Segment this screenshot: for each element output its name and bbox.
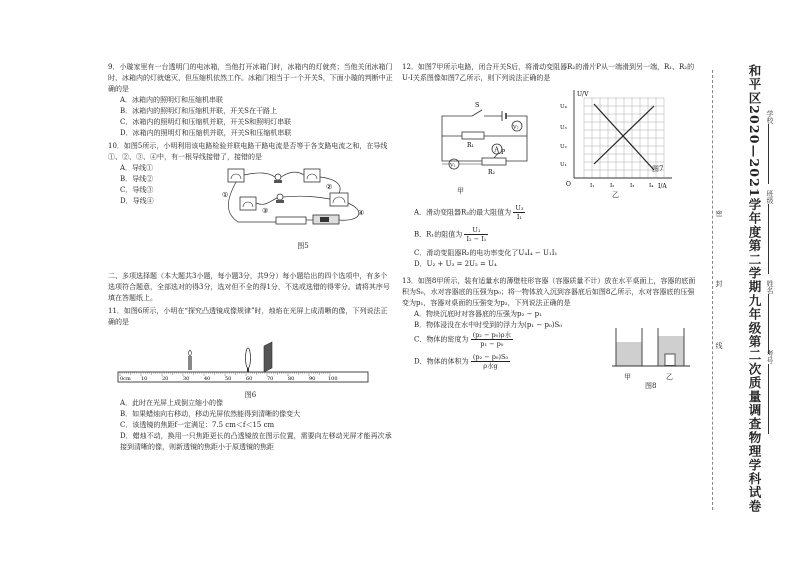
figure-6-optical-bench [108, 330, 393, 399]
bulb-1 [275, 174, 281, 180]
q12-b-fraction [464, 226, 488, 243]
q10-option-b: B．导线② [120, 175, 154, 183]
wire-4 [283, 196, 330, 199]
ruler-label-100: 100 [328, 376, 338, 382]
containers-illustration [612, 322, 692, 374]
field-name-label: 姓名 [766, 280, 774, 294]
question-9 [108, 62, 393, 139]
ammeter-top-left [228, 169, 244, 182]
label-v1: V₁ [450, 162, 456, 169]
q9-option-c: C．冰箱内的照明灯和压缩机并联，开关S和照明灯串联 [120, 118, 292, 126]
figure-5-circuit [218, 167, 388, 249]
graph-ylabel: U/V [577, 91, 589, 98]
q13-option-c [402, 331, 607, 353]
circuit-schematic [402, 86, 552, 191]
q13-d-num: (p₂ − p₀)S₀ [472, 353, 509, 361]
q13-option-d [402, 353, 607, 375]
figure-8-containers [612, 322, 692, 388]
question-11 [108, 306, 393, 453]
q12-option-a [402, 204, 697, 226]
wire-top [244, 173, 275, 177]
ytick-u4: U₄ [560, 104, 567, 110]
wire-bottom [442, 136, 527, 161]
q9-option-a: A．冰箱内的照明灯和压缩机串联 [120, 96, 224, 104]
object-block [665, 354, 675, 366]
ruler-label-70: 70 [267, 376, 274, 382]
question-10 [108, 141, 393, 251]
wire-label-4: ④ [358, 209, 365, 217]
switch-base [276, 217, 306, 224]
q12-a-den: I₁ [516, 213, 523, 221]
graph-origin: O [566, 181, 571, 188]
q9-option-b: B．冰箱内的照明灯和压缩机并联，开关S在干路上 [120, 107, 277, 115]
figure-7-sub-a: 甲 [457, 187, 464, 195]
ruler-label-60: 60 [246, 376, 253, 382]
xtick-i3: I₃ [630, 183, 635, 189]
lens-stand [247, 368, 249, 372]
q10-option-a: A．导线① [120, 164, 154, 172]
ruler-zero: 0cm [120, 376, 131, 382]
ammeter-bottom-left [240, 197, 256, 210]
q10-option-c: C．导线③ [120, 186, 154, 194]
label-r2: R₂ [488, 169, 495, 176]
q12-option-d: D．U₂ + U₃ = 2U₂ = U₄ [414, 260, 497, 268]
bulb-1-base [274, 180, 282, 183]
bulb-2-base [276, 200, 284, 203]
figure-7-sub-b: 乙 [612, 191, 619, 199]
xtick-i1: I₁ [590, 183, 595, 189]
q13-c-prefix: C．物体的密度为 [414, 335, 469, 344]
q12-option-c: C．滑动变阻器R₂的电功率变化了U₄I₄ − U₁I₁ [414, 249, 558, 257]
rheostat-r2 [482, 158, 506, 165]
q13-d-den: ρ水g [483, 362, 498, 370]
ytick-u3: U₃ [560, 125, 567, 131]
q13-c-den: p₁ − p₀ [480, 340, 504, 348]
light-screen [264, 342, 272, 372]
battery-cell [320, 217, 329, 222]
field-name-line[interactable] [768, 294, 769, 354]
right-column [402, 62, 697, 390]
figure-8-caption: 图8 [645, 382, 657, 390]
wire-3 [256, 198, 277, 204]
graph-xlabel: I/A [658, 183, 667, 190]
wire-top-right [281, 172, 304, 177]
q12-b-den: I₂ − I₁ [466, 235, 487, 243]
label-ammeter: A [494, 146, 499, 154]
q12-b-num: U₁ [464, 226, 488, 235]
left-column [108, 62, 393, 455]
exam-title-vertical: 和平区2020—2021学年度第二学期九年级第二次质量调查物理学科试卷 [747, 64, 762, 514]
field-number-line[interactable] [768, 364, 769, 434]
ruler-label-40: 40 [204, 376, 211, 382]
convex-lens [246, 348, 251, 368]
question-12 [402, 62, 697, 270]
q9-option-d: D．冰箱内的照明灯和压缩机并联，开关S和压缩机串联 [120, 129, 292, 137]
q12-a-fraction [513, 204, 525, 221]
field-school-label: 学校 [766, 110, 774, 124]
ruler-label-50: 50 [225, 376, 232, 382]
q13-c-num: (p₂ − p₀)ρ水 [472, 331, 512, 339]
optical-bench-illustration [108, 330, 378, 386]
figure-7-graph [552, 86, 682, 204]
ruler-label-90: 90 [309, 376, 316, 382]
switch-s [472, 110, 482, 116]
q13-c-fraction [471, 331, 514, 348]
q12-b-prefix: B．R₁的阻值为 [414, 230, 463, 239]
xtick-i4: I₄ [649, 183, 654, 189]
ui-graph [552, 86, 682, 201]
seal-label-feng: 封 [715, 280, 723, 287]
seal-fold-line [712, 70, 714, 510]
q13-option-b: B．物体浸没在水中时受到的浮力为(p₁ − p₀)S₀ [414, 321, 563, 329]
ammeter-top-right [304, 169, 320, 182]
figure-5-caption: 图5 [297, 242, 309, 250]
q13-d-prefix: D．物体的体积为 [414, 357, 469, 366]
q10-stem: 10．如图5所示，小明利用该电路检验并联电路干路电流是否等于各支路电流之和，在导线①、②、③、④中，有一根导线接错了，接错的是 [108, 142, 388, 161]
field-school-line[interactable] [768, 124, 769, 184]
q13-option-a: A．物块沉底时对容器底的压强为p₂ − p₁ [414, 310, 542, 318]
label-v2: V₂ [513, 124, 519, 131]
wire-label-3: ③ [262, 207, 269, 215]
label-p: P [501, 149, 506, 156]
field-number-label: 考号 [766, 350, 774, 364]
label-r1: R₁ [467, 142, 474, 149]
seal-label-xian: 线 [715, 342, 723, 349]
q9-stem: 9．小璇家里有一台透明门的电冰箱，当他打开冰箱门时，冰箱内的灯就亮；当他关闭冰箱门时，冰箱内的灯就熄灭，但压缩机依然工作。冰箱门相当于一个开关S，下面小璇的判断中正确的是 [108, 63, 393, 93]
q12-a-num: U₃ [515, 204, 524, 212]
label-s: S [475, 101, 480, 109]
ruler-label-10: 10 [141, 376, 148, 382]
field-class-label: 班级 [766, 190, 774, 204]
ytick-u2: U₂ [560, 144, 567, 150]
flame [189, 350, 192, 356]
section-2-instructions: 二、多项选择题（本大题共3小题，每小题3分，共9分）每小题给出的四个选项中，有多个选项符合题意，全部选对的得3分，选对但不全的得1分，不选或选错的得零分。请将其序号填在答题纸上。 [108, 272, 390, 302]
figure-8-sub-b: 乙 [666, 373, 673, 381]
figure-7-circuit [402, 86, 552, 204]
field-class-line[interactable] [768, 204, 769, 274]
q10-option-d: D．导线④ [120, 197, 154, 205]
q13-d-fraction [471, 353, 510, 370]
ruler-label-30: 30 [183, 376, 190, 382]
water-a [617, 342, 642, 366]
q12-option-b [402, 226, 697, 248]
seal-label-mi: 密 [715, 210, 723, 217]
wire-label-2: ② [326, 183, 333, 191]
q11-stem: 11．如图6所示，小明在“探究凸透镜成像规律”时，烛焰在光屏上成清晰的像，下列说法正确的是 [108, 307, 388, 326]
candle [188, 356, 192, 370]
resistor-r1 [462, 132, 484, 139]
figure-8-sub-a: 甲 [624, 373, 631, 381]
xtick-i2: I₂ [610, 183, 615, 189]
figure-7-caption: 图7 [652, 165, 664, 173]
q11-option-a: A．此时在光屏上成倒立缩小的像 [120, 399, 224, 407]
ruler-label-20: 20 [162, 376, 169, 382]
figure-6-caption: 图6 [244, 391, 257, 399]
ytick-u1: U₁ [560, 162, 567, 168]
ruler-label-80: 80 [288, 376, 295, 382]
q12-a-prefix: A．滑动变阻器R₂的最大阻值为 [414, 208, 512, 217]
wire-label-1: ① [222, 191, 229, 199]
q12-stem: 12．如图7甲所示电路，闭合开关S后，将滑动变阻器R₂的滑片P从一端滑到另一端，R₁、R₂的U-I关系图像如图7乙所示，则下列说法正确的是 [402, 63, 695, 82]
q13-stem: 13．如图8甲所示，装有适量水的薄壁柱形容器（容器质量不计）放在水平桌面上，容器的底面积为S₀，水对容器底的压强为p₀；将一物体放入沉到容器底后如图8乙所示，水对容器底的压强变为p₁，容器对桌面的压强变为p₂，下列说法正确的是 [402, 277, 696, 307]
bulb-2 [277, 194, 283, 200]
circuit-illustration [218, 167, 388, 237]
ammeter-right [330, 193, 348, 206]
q11-option-d: D．蜡烛不动，换用一只焦距更长的凸透镜放在图示位置，需要向左移动光屏才能再次承接到清晰的像，则新透镜的焦距小于原透镜的焦距 [120, 432, 392, 451]
q11-option-b: B．如果蜡烛向右移动，移动光屏依然能得到清晰的像变大 [120, 410, 301, 418]
question-13 [402, 276, 697, 390]
q11-option-c: C．该透镜的焦距f一定满足：7.5 cm＜f＜15 cm [120, 421, 275, 429]
